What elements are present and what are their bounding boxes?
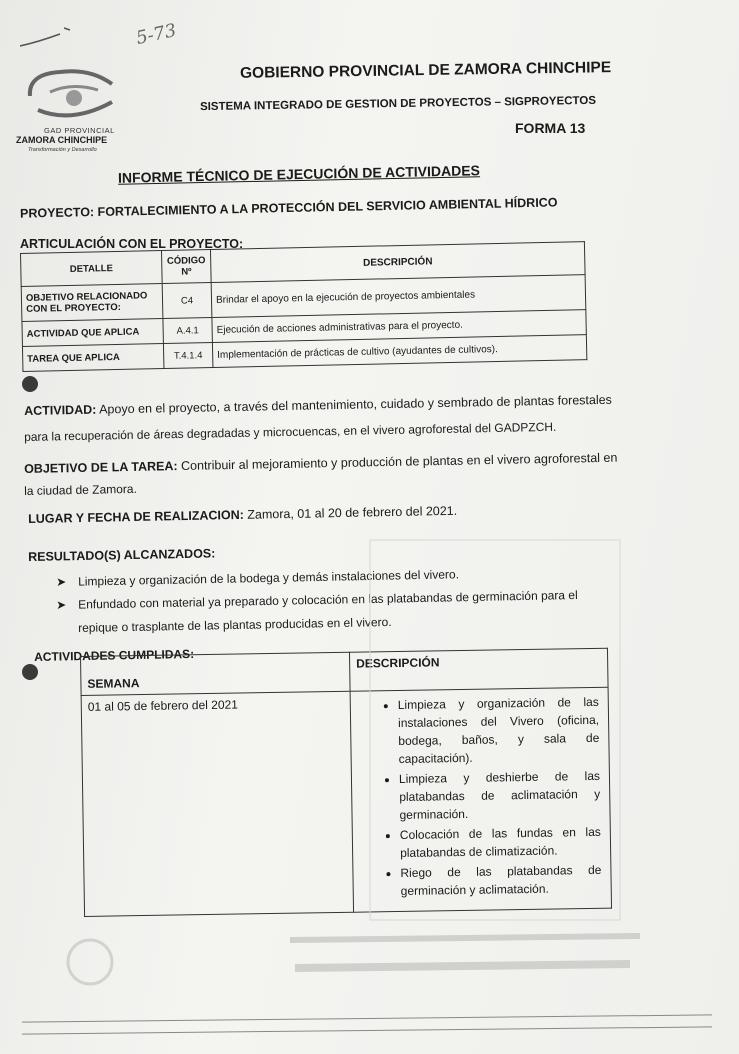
header-desc: DESCRIPCIÓN <box>349 648 608 691</box>
activity-text-1: Apoyo en el proyecto, a través del mantenimiento, cuidado y sembrado de plantas forestales <box>99 392 612 417</box>
header-detail: DETALLE <box>21 251 163 287</box>
results-label: RESULTADO(S) ALCANZADOS: <box>28 546 216 564</box>
row-detail: TAREA QUE APLICA <box>22 344 163 372</box>
activity-text-2: para la recuperación de áreas degradadas y microcuencas, en el vivero agroforestal del GADPZCH. <box>24 419 557 444</box>
handwritten-number: 5-73 <box>134 20 179 49</box>
completed-label: ACTIVIDADES CUMPLIDAS: <box>34 646 195 664</box>
header-code: CÓDIGO Nº <box>161 250 211 284</box>
header-subtitle: SISTEMA INTEGRADO DE GESTION DE PROYECTOS – SIGPROYECTOS <box>199 94 597 114</box>
objective-text-2: la ciudad de Zamora. <box>24 481 137 498</box>
header-description: DESCRIPCIÓN <box>210 242 585 283</box>
project-line: PROYECTO: FORTALECIMIENTO A LA PROTECCIÓN DEL SERVICIO AMBIENTAL HÍDRICO <box>19 195 558 221</box>
objective-text-1: Contribuir al mejoramiento y producción de plantas en el vivero agroforestal en <box>180 450 618 473</box>
row-code: C4 <box>162 283 212 319</box>
logo-text-1: GAD PROVINCIAL <box>44 126 115 135</box>
week-cell: 01 al 05 de febrero del 2021 <box>81 691 353 916</box>
place-date-value: Zamora, 01 al 20 de febrero del 2021. <box>247 503 458 522</box>
arrow-bullet-icon: ➤ <box>56 574 67 589</box>
list-item: • Colocación de las fundas en las platabandas de climatización. <box>400 823 602 862</box>
form-number: FORMA 13 <box>515 120 586 136</box>
activity-label: ACTIVIDAD: <box>24 402 97 418</box>
row-description: Brindar el apoyo en la ejecución de proyectos ambientales <box>211 275 586 318</box>
result-text: Limpieza y organización de la bodega y demás instalaciones del vivero. <box>77 567 460 589</box>
header-title: GOBIERNO PROVINCIAL DE ZAMORA CHINCHIPE <box>239 59 612 82</box>
list-item: • Riego de las platabandas de germinación y aclimatación. <box>400 861 602 900</box>
arrow-bullet-icon: ➤ <box>56 597 67 612</box>
row-code: A.4.1 <box>163 317 213 343</box>
logo-text-2: ZAMORA CHINCHIPE <box>16 135 108 145</box>
result-text: Enfundado con material ya preparado y colocación en las platabandas de germinación para el <box>77 587 578 612</box>
row-detail: OBJETIVO RELACIONADO CON EL PROYECTO: <box>21 284 163 322</box>
report-title: INFORME TÉCNICO DE EJECUCIÓN DE ACTIVIDADES <box>117 162 481 186</box>
result-text-cont: repique o trasplante de las plantas producidas en el vivero. <box>78 614 392 635</box>
articulation-label: ARTICULACIÓN CON EL PROYECTO: <box>20 237 244 251</box>
row-description: Implementación de prácticas de cultivo (ayudantes de cultivos). <box>212 335 586 368</box>
row-detail: ACTIVIDAD QUE APLICA <box>22 319 163 347</box>
place-date-label: LUGAR Y FECHA DE REALIZACION: <box>28 507 244 526</box>
row-code: T.4.1.4 <box>163 342 213 368</box>
header-week-label: SEMANA <box>87 676 140 691</box>
logo-text-3: Transformación y Desarrollo <box>28 147 97 153</box>
objective-label: OBJETIVO DE LA TAREA: <box>24 459 178 476</box>
list-item: • Limpieza y organización de las instalaciones del Vivero (oficina, bodega, baños, y sala de capacitación). <box>398 693 600 768</box>
row-description: Ejecución de acciones administrativas para el proyecto. <box>212 310 586 343</box>
list-item: • Limpieza y deshierbe de las platabandas de aclimatación y germinación. <box>399 767 601 824</box>
